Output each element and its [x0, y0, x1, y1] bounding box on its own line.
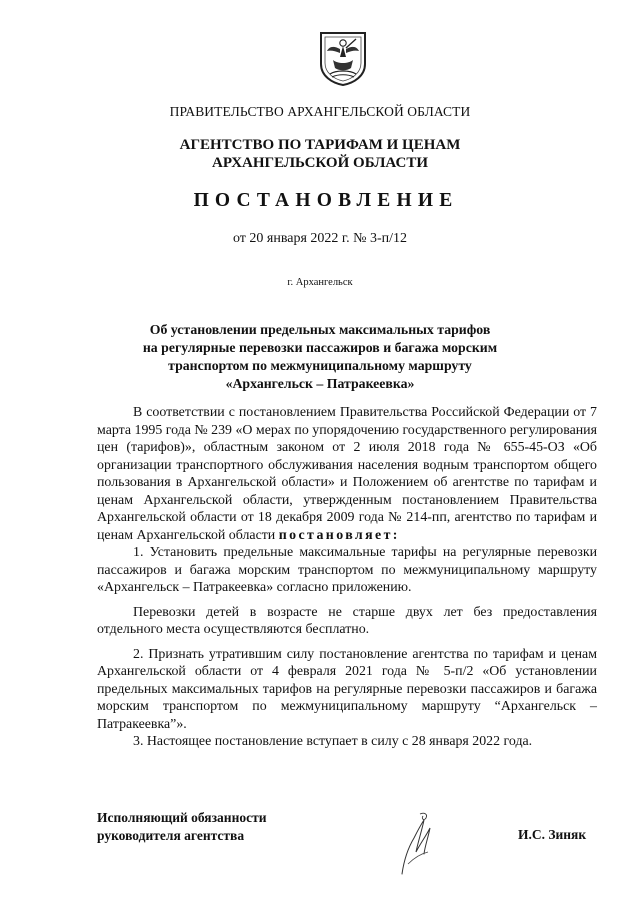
- title-line: «Архангельск – Патракеевка»: [225, 376, 415, 391]
- title-line: на регулярные перевозки пассажиров и багажа морским: [142, 340, 498, 355]
- preamble-paragraph: [97, 404, 597, 544]
- preamble-text: В соответствии с постановлением Правительства Российской Федерации от 7 марта 1995 года № 239 «О мерах по упорядочению государственного регулирования цен (тарифов)», областным законом от 2 июля 2018 года № 655-45-ОЗ «Об организации транспортного обслуживания населения водным транспортом общего пользования в Архангельской области» и Положением об агентстве по тарифам и ценам Архангельской области, утвержденным постановлением Правительства Архангельской области от 18 декабря 2009 года № 214-пп, агентство по тарифам и ценам Архангельской области: [97, 405, 597, 543]
- handwritten-signature: [390, 808, 440, 876]
- signatory-name: И.С. Зиняк: [518, 827, 587, 842]
- item-1-note: Перевозки детей в возрасте не старше двух лет без предоставления отдельного места осуществляются бесплатно.: [97, 604, 597, 637]
- government-name: ПРАВИТЕЛЬСТВО АРХАНГЕЛЬСКОЙ ОБЛАСТИ: [169, 104, 471, 119]
- document-type: ПОСТАНОВЛЕНИЕ: [193, 190, 459, 211]
- item-3: 3. Настоящее постановление вступает в силу с 28 января 2022 года.: [133, 734, 533, 749]
- decree-word: постановляет:: [278, 527, 400, 543]
- item-1: 1. Установить предельные максимальные тарифы на регулярные перевозки пассажиров и багажа морским транспортом по межмуниципальному маршруту «Архангельск – Патракеевка» согласно приложению.: [97, 545, 597, 595]
- signatory-position-line1: Исполняющий обязанности: [97, 810, 267, 825]
- document-date-number: от 20 января 2022 г. № 3-п/12: [232, 231, 407, 246]
- title-line: Об установлении предельных максимальных тарифов: [149, 322, 491, 337]
- item-2: 2. Признать утратившим силу постановление агентства по тарифам и ценам Архангельской области от 4 февраля 2021 года № 5-п/2 «Об установлении предельных максимальных тарифов на регулярные перевозки пассажиров и багажа морским транспортом по межмуниципальному маршруту “Архангельск – Патракеевка”».: [97, 646, 597, 732]
- agency-name-line1: АГЕНТСТВО ПО ТАРИФАМ И ЦЕНАМ: [179, 137, 461, 153]
- document-title: [0, 321, 640, 393]
- signatory-position: [97, 809, 267, 845]
- agency-name-line2: АРХАНГЕЛЬСКОЙ ОБЛАСТИ: [212, 155, 428, 171]
- document-body: [97, 404, 597, 751]
- title-line: транспортом по межмуниципальному маршруту: [168, 358, 472, 373]
- signatory-position-line2: руководителя агентства: [97, 828, 245, 843]
- agency-name: [0, 136, 640, 172]
- document-city: г. Архангельск: [287, 277, 353, 288]
- coat-of-arms-icon: [316, 30, 370, 86]
